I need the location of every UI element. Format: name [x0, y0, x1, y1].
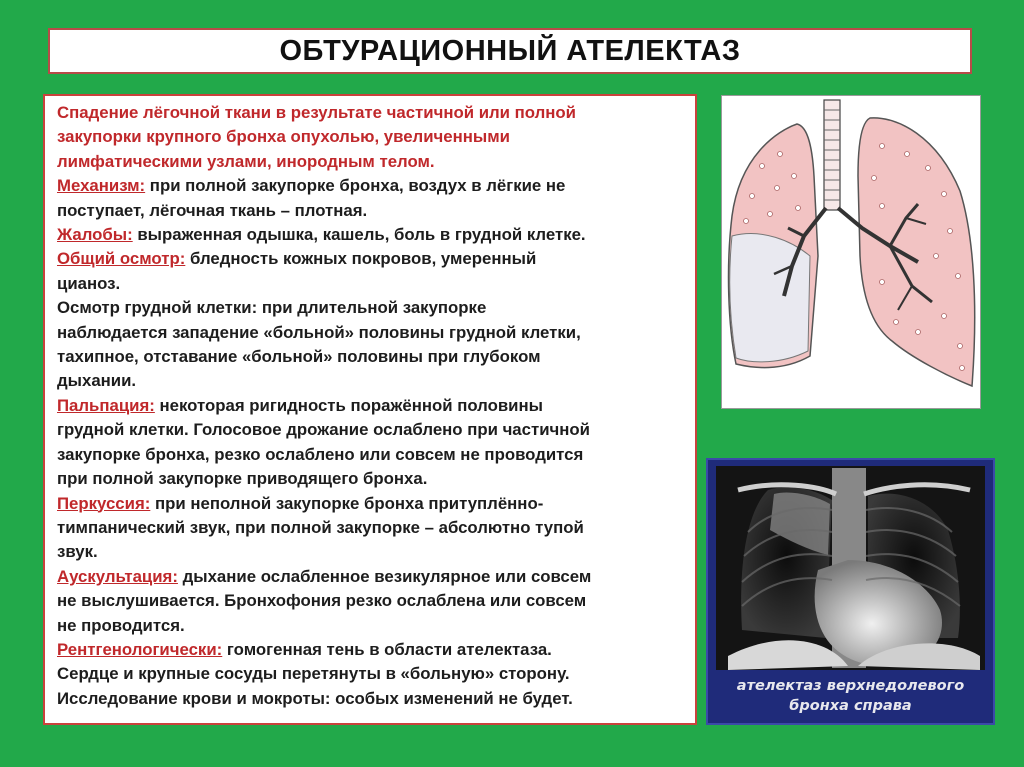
xray-findings-paragraph	[57, 638, 685, 662]
auscultation-text: дыхание ослабленное везикулярное или совсем	[177, 566, 592, 586]
xray-caption-line: бронха справа	[789, 698, 912, 714]
xray-findings-text: гомогенная тень в области ателектаза.	[222, 639, 552, 659]
lung-illustration	[721, 95, 981, 409]
percussion-paragraph	[57, 492, 685, 516]
exam-label: Общий осмотр:	[57, 249, 186, 269]
complaints-text: выраженная одышка, кашель, боль в грудной клетке.	[132, 225, 586, 245]
mechanism-label: Механизм:	[57, 176, 146, 196]
exam-text: бледность кожных покровов, умеренный	[185, 249, 537, 269]
percussion-label: Перкуссия:	[57, 493, 151, 513]
xray-panel	[706, 458, 995, 725]
exam-paragraph	[57, 247, 685, 271]
percussion-text: при неполной закупорке бронха притуплённо-	[150, 493, 544, 513]
palpation-label: Пальпация:	[57, 395, 155, 415]
complaints-paragraph	[57, 223, 685, 247]
xray-findings-label: Рентгенологически:	[57, 639, 223, 659]
slide-title: ОБТУРАЦИОННЫЙ АТЕЛЕКТАЗ	[279, 34, 741, 67]
intro-line: лимфатическими узлами, инородным телом.	[57, 151, 435, 171]
percussion-text: тимпанический звук, при полной закупорке – абсолютно тупой	[57, 517, 584, 537]
chest-text: дыхании.	[57, 371, 137, 391]
mechanism-text: поступает, лёгочная ткань – плотная.	[57, 200, 368, 220]
xray-image	[708, 460, 993, 672]
mechanism-text: при полной закупорке бронха, воздух в лёгкие не	[145, 176, 566, 196]
palpation-paragraph	[57, 394, 685, 418]
percussion-text: звук.	[57, 542, 98, 562]
title-box	[48, 28, 972, 74]
palpation-text: закупорке бронха, резко ослаблено или совсем не проводится	[57, 444, 584, 464]
auscultation-paragraph	[57, 565, 685, 589]
auscultation-text: не проводится.	[57, 615, 185, 635]
text-panel	[43, 94, 697, 725]
xray-findings-text: Сердце и крупные сосуды перетянуты в «больную» сторону.	[57, 664, 570, 684]
chest-text: тахипное, отставание «больной» половины при глубоком	[57, 347, 541, 367]
complaints-label: Жалобы:	[57, 225, 133, 245]
mechanism-paragraph	[57, 174, 685, 198]
chest-text: Осмотр грудной клетки: при длительной закупорке	[57, 298, 487, 318]
chest-text: наблюдается западение «больной» половины грудной клетки,	[57, 322, 581, 342]
xray-findings-text: Исследование крови и мокроты: особых изменений не будет.	[57, 688, 573, 708]
xray-caption	[708, 676, 993, 716]
palpation-text: некоторая ригидность поражённой половины	[154, 395, 543, 415]
intro-line: Спадение лёгочной ткани в результате частичной или полной	[57, 103, 576, 122]
auscultation-label: Аускультация:	[57, 566, 178, 586]
intro-line: закупорки крупного бронха опухолью, увеличенными	[57, 127, 510, 147]
xray-caption-line: ателектаз верхнедолевого	[736, 678, 965, 694]
auscultation-text: не выслушивается. Бронхофония резко ослаблена или совсем	[57, 591, 587, 611]
palpation-text: грудной клетки. Голосовое дрожание ослаблено при частичной	[57, 420, 590, 440]
lungs-drawing	[722, 96, 980, 408]
palpation-text: при полной закупорке приводящего бронха.	[57, 469, 428, 489]
exam-text: цианоз.	[57, 273, 121, 293]
